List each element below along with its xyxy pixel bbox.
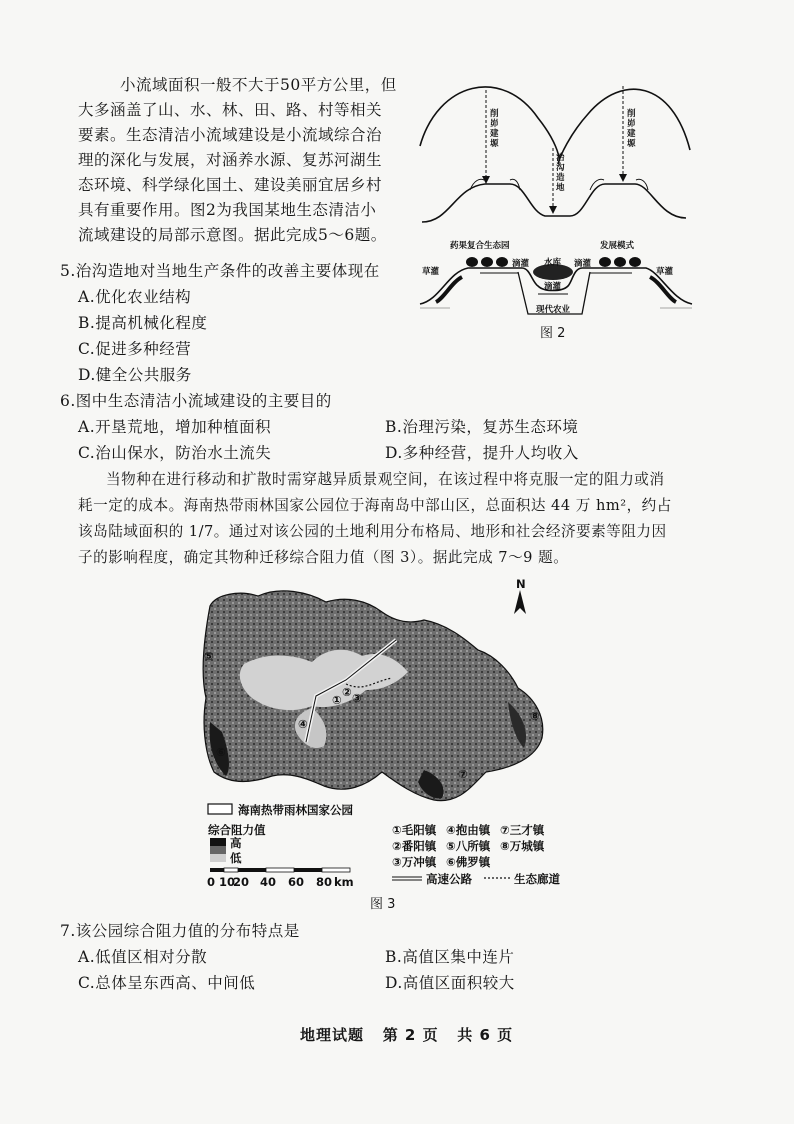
q5-option-a[interactable]: A.优化农业结构 <box>78 288 192 306</box>
intro2-line: 子的影响程度，确定其物种迁移综合阻力值（图 3）。据此完成 7～9 题。 <box>78 549 569 566</box>
intro1-line: 理的深化与发展，对涵养水源、复苏河湖生 <box>78 151 383 169</box>
map-marker-8: ⑧ <box>530 709 540 723</box>
q5-stem: 5.治沟造地对当地生产条件的改善主要体现在 <box>60 262 380 280</box>
q7-option-c[interactable]: C.总体呈东西高、中间低 <box>78 974 256 992</box>
intro2-line: 当物种在进行移动和扩散时需穿越异质景观空间，在该过程中将克服一定的阻力或消 <box>106 471 665 488</box>
town-1: ①毛阳镇 <box>392 823 437 837</box>
q6-option-b[interactable]: B.治理污染，复苏生态环境 <box>385 418 579 436</box>
legend-low: 低 <box>230 851 242 865</box>
town-7: ⑦三才镇 <box>500 823 545 837</box>
park-legend-label: 海南热带雨林国家公园 <box>238 803 353 817</box>
town-6: ⑥佛罗镇 <box>446 855 491 869</box>
intro1-line: 态环境、科学绿化国土、建设美丽宜居乡村 <box>78 176 383 194</box>
q5-option-b[interactable]: B.提高机械化程度 <box>78 314 208 332</box>
legend-high: 高 <box>230 836 242 850</box>
scale-tick: 0 <box>207 875 216 889</box>
park-legend-swatch <box>208 804 232 814</box>
footer <box>300 1024 513 1045</box>
scale-tick: 20 <box>233 875 250 889</box>
intro2-line: 该岛陆域面积的 1/7。通过对该公园的土地利用分布格局、地形和社会经济要素等阻力因 <box>78 523 667 540</box>
map-marker-4: ④ <box>298 717 308 731</box>
intro1-line: 小流域面积一般不大于50平方公里，但 <box>120 76 397 94</box>
fig2-label-center-arrow: 治沟造地 <box>556 153 565 193</box>
q6-option-c[interactable]: C.治山保水，防治水土流失 <box>78 444 272 462</box>
fig2-label-drip-right: 滴灌 <box>574 259 592 269</box>
fig2-label-mode: 发展模式 <box>600 241 635 251</box>
scale-tick: 80 <box>316 875 333 889</box>
north-label: N <box>516 577 526 591</box>
intro1-line: 大多涵盖了山、水、林、田、路、村等相关 <box>78 101 383 119</box>
q7-option-d[interactable]: D.高值区面积较大 <box>385 974 515 992</box>
map-marker-1: ① <box>332 693 342 707</box>
scale-unit: km <box>334 875 354 889</box>
q5-option-c[interactable]: C.促进多种经营 <box>78 340 192 358</box>
footer-page: 第 2 页 <box>382 1026 439 1044</box>
intro2-line: 耗一定的成本。海南热带雨林国家公园位于海南岛中部山区，总面积达 44 万 hm²，约占 <box>78 497 672 514</box>
figure-2-diagram <box>410 72 700 334</box>
town-4: ④抱由镇 <box>446 823 491 837</box>
footer-subject: 地理试题 <box>300 1026 365 1044</box>
fig2-label-right-arrow: 削峁建塬 <box>627 109 636 149</box>
map-marker-5: ⑤ <box>204 649 214 663</box>
highway-legend-label: 高速公路 <box>426 872 472 886</box>
town-2: ②番阳镇 <box>392 839 437 853</box>
scale-bar <box>210 868 350 872</box>
scale-tick: 60 <box>288 875 305 889</box>
figure-3-map <box>196 572 566 892</box>
figure-2-caption: 图 2 <box>540 326 566 341</box>
figure-3-caption: 图 3 <box>370 897 396 912</box>
fig2-label-orchard: 药果复合生态园 <box>450 241 510 251</box>
fig2-label-drip-bottom: 滴灌 <box>544 282 562 292</box>
map-marker-2: ② <box>342 685 352 699</box>
intro1-line: 要素。生态清洁小流域建设是小流域综合治 <box>78 126 383 144</box>
scale-tick: 10 <box>219 875 236 889</box>
fig2-label-modern-ag: 现代农业 <box>536 305 571 315</box>
resistance-legend-title: 综合阻力值 <box>208 823 266 837</box>
corridor-legend-label: 生态廊道 <box>514 872 560 886</box>
q5-option-d[interactable]: D.健全公共服务 <box>78 366 192 384</box>
fig2-label-grass-left: 草灌 <box>422 267 440 277</box>
north-arrow-icon <box>514 590 526 614</box>
intro1-line: 流域建设的局部示意图。据此完成5～6题。 <box>78 226 387 244</box>
q6-option-a[interactable]: A.开垦荒地，增加种植面积 <box>78 418 272 436</box>
map-marker-3: ③ <box>352 691 362 705</box>
q6-option-d[interactable]: D.多种经营，提升人均收入 <box>385 444 579 462</box>
fig2-label-drip-left: 滴灌 <box>512 259 530 269</box>
fig2-label-reservoir: 水库 <box>544 258 562 268</box>
map-marker-6: ⑥ <box>216 745 226 759</box>
map-marker-7: ⑦ <box>458 767 468 781</box>
fig2-label-grass-right: 草灌 <box>656 267 674 277</box>
intro1-line: 具有重要作用。图2为我国某地生态清洁小 <box>78 201 377 219</box>
q6-stem: 6.图中生态清洁小流域建设的主要目的 <box>60 392 332 410</box>
fig2-label-left-arrow: 削峁建塬 <box>490 109 499 149</box>
footer-total: 共 6 页 <box>457 1026 514 1044</box>
q7-stem: 7.该公园综合阻力值的分布特点是 <box>60 922 300 940</box>
scale-tick: 40 <box>260 875 277 889</box>
q7-option-b[interactable]: B.高值区集中连片 <box>385 948 515 966</box>
town-5: ⑤八所镇 <box>446 839 491 853</box>
q7-option-a[interactable]: A.低值区相对分散 <box>78 948 208 966</box>
town-8: ⑧万城镇 <box>500 839 545 853</box>
town-3: ③万冲镇 <box>392 855 437 869</box>
